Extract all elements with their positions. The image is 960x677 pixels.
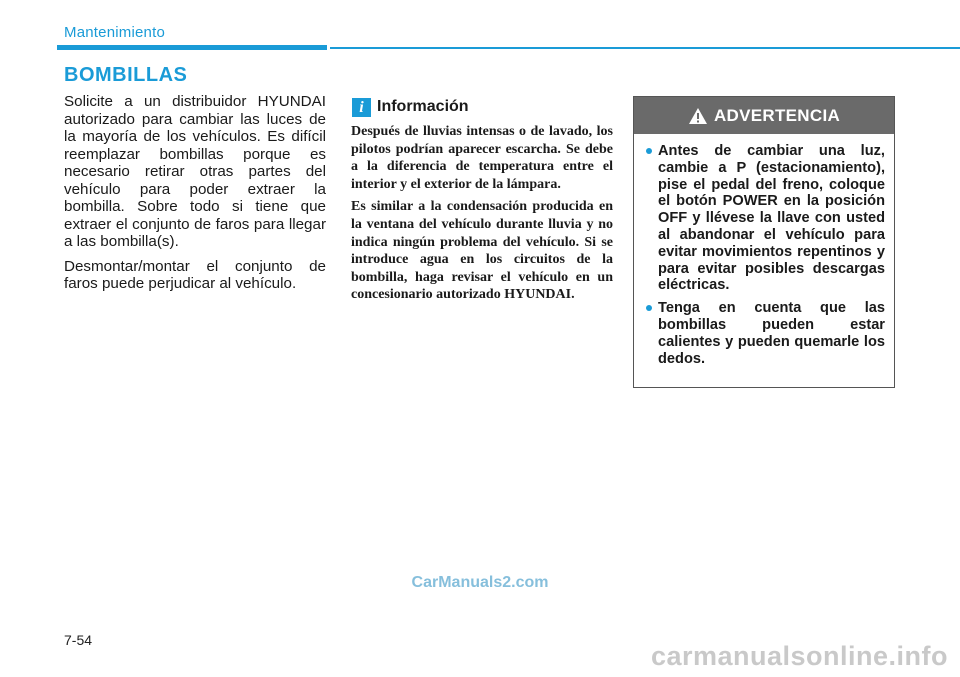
left-paragraph-1: Solicite a un distribuidor HYUNDAI autorizado para cambiar las luces de la mayoría de los vehículos. Es difícil reemplazar bombillas porque es necesario retirar otras partes del vehículo para poder extraer la bombilla. Sobre todo si tiene que extraer el conjunto de faros para llegar a las bombilla(s).	[64, 93, 326, 250]
warning-item-text: Tenga en cuenta que las bombillas pueden estar calientes y pueden quemarle los dedos.	[658, 300, 885, 367]
info-icon: i	[352, 98, 371, 117]
page-heading: BOMBILLAS	[64, 64, 188, 86]
info-paragraph-2: Es similar a la condensación producida en la ventana del vehículo durante lluvia y no indica ningún problema del vehículo. Si se introduce agua en los circuitos de la bombilla, haga revisar el vehículo en un concesionario autorizado HYUNDAI.	[351, 199, 613, 303]
header-rule-thin	[330, 47, 960, 49]
left-paragraph-2: Desmontar/montar el conjunto de faros puede perjudicar al vehículo.	[64, 257, 326, 292]
warning-body	[634, 134, 894, 367]
warning-title: ADVERTENCIA	[713, 105, 841, 125]
section-label: Mantenimiento	[64, 24, 165, 41]
left-column	[64, 93, 326, 300]
info-paragraph-1: Después de lluvias intensas o de lavado, los pilotos podrían aparecer escarcha. Se debe a la diferencia de temperatura entre el interior y el exterior de la lámpara.	[351, 124, 613, 192]
watermark-center: CarManuals2.com	[411, 574, 549, 591]
bullet-icon	[646, 148, 652, 154]
info-column	[351, 123, 613, 309]
header-rule-thick	[57, 45, 327, 50]
warning-item	[646, 143, 885, 294]
warning-box	[633, 96, 895, 388]
warning-triangle-icon	[688, 107, 708, 125]
watermark-bottom: carmanualsonline.info	[650, 641, 948, 671]
info-title: Información	[377, 98, 469, 115]
bullet-icon	[646, 305, 652, 311]
page-number: 7-54	[64, 632, 93, 648]
warning-header	[634, 97, 894, 134]
info-header	[352, 96, 469, 118]
warning-item	[646, 300, 885, 367]
warning-item-text: Antes de cambiar una luz, cambie a P (estacionamiento), pise el pedal del freno, coloque el botón POWER en la posición OFF y llévese la llave con usted al abandonar el vehículo para evitar movimientos repentinos y para evitar posibles descargas eléctricas.	[658, 143, 885, 294]
